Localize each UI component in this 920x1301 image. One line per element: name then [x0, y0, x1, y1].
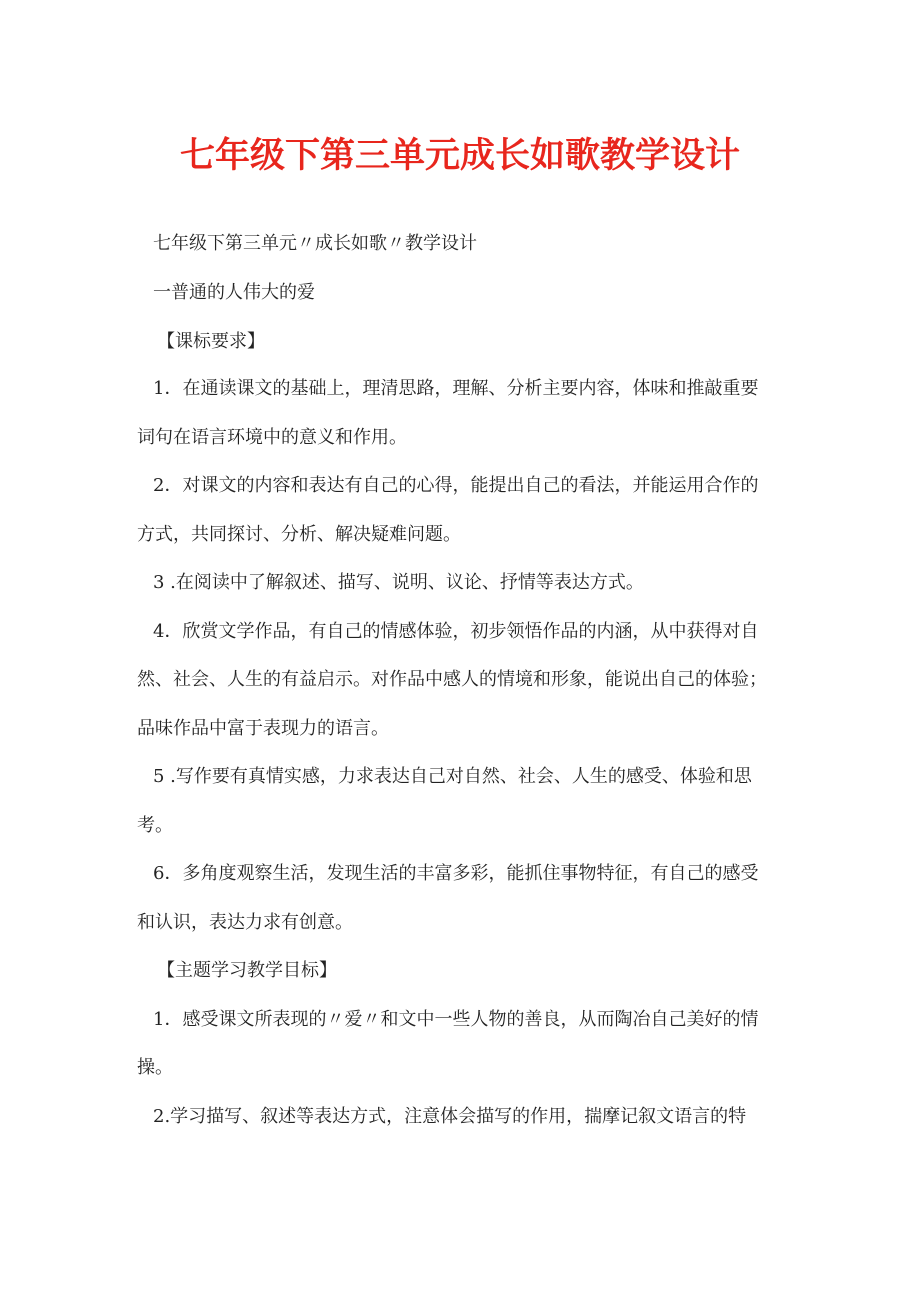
paragraph-line: 6．多角度观察生活，发现生活的丰富多彩，能抓住事物特征，有自己的感受: [153, 863, 759, 884]
paragraph-line: 5 .写作要有真情实感，力求表达自己对自然、社会、人生的感受、体验和思: [153, 766, 752, 787]
paragraph-line: 考。: [137, 815, 173, 836]
paragraph-line: 方式，共同探讨、分析、解决疑难问题。: [137, 524, 461, 545]
document-title: 七年级下第三单元成长如歌教学设计: [179, 136, 740, 176]
paragraph-line: 操。: [137, 1057, 173, 1078]
subtitle-line: 七年级下第三单元〃成长如歌〃教学设计: [153, 233, 477, 254]
section-heading: 一普通的人伟大的爱: [153, 282, 315, 303]
paragraph-line: 2.学习描写、叙述等表达方式，注意体会描写的作用，揣摩记叙文语言的特: [153, 1106, 747, 1127]
curriculum-heading: 【课标要求】: [157, 331, 265, 352]
paragraph-line: 和认识，表达力求有创意。: [137, 912, 353, 933]
paragraph-line: 2．对课文的内容和表达有自己的心得，能提出自己的看法，并能运用合作的: [153, 475, 759, 496]
paragraph-line: 词句在语言环境中的意义和作用。: [137, 427, 407, 448]
paragraph-line: 品味作品中富于表现力的语言。: [137, 718, 389, 739]
paragraph-line: 4．欣赏文学作品，有自己的情感体验，初步领悟作品的内涵，从中获得对自: [153, 621, 759, 642]
paragraph-line: 3 .在阅读中了解叙述、描写、说明、议论、抒情等表达方式。: [153, 572, 644, 593]
paragraph-line: 然、社会、人生的有益启示。对作品中感人的情境和形象，能说出自己的体验；: [137, 669, 767, 690]
paragraph-line: 1．在通读课文的基础上，理清思路，理解、分析主要内容，体味和推敲重要: [153, 378, 759, 399]
objectives-heading: 【主题学习教学目标】: [157, 960, 337, 981]
paragraph-line: 1．感受课文所表现的〃爱〃和文中一些人物的善良，从而陶冶自己美好的情: [153, 1009, 759, 1030]
